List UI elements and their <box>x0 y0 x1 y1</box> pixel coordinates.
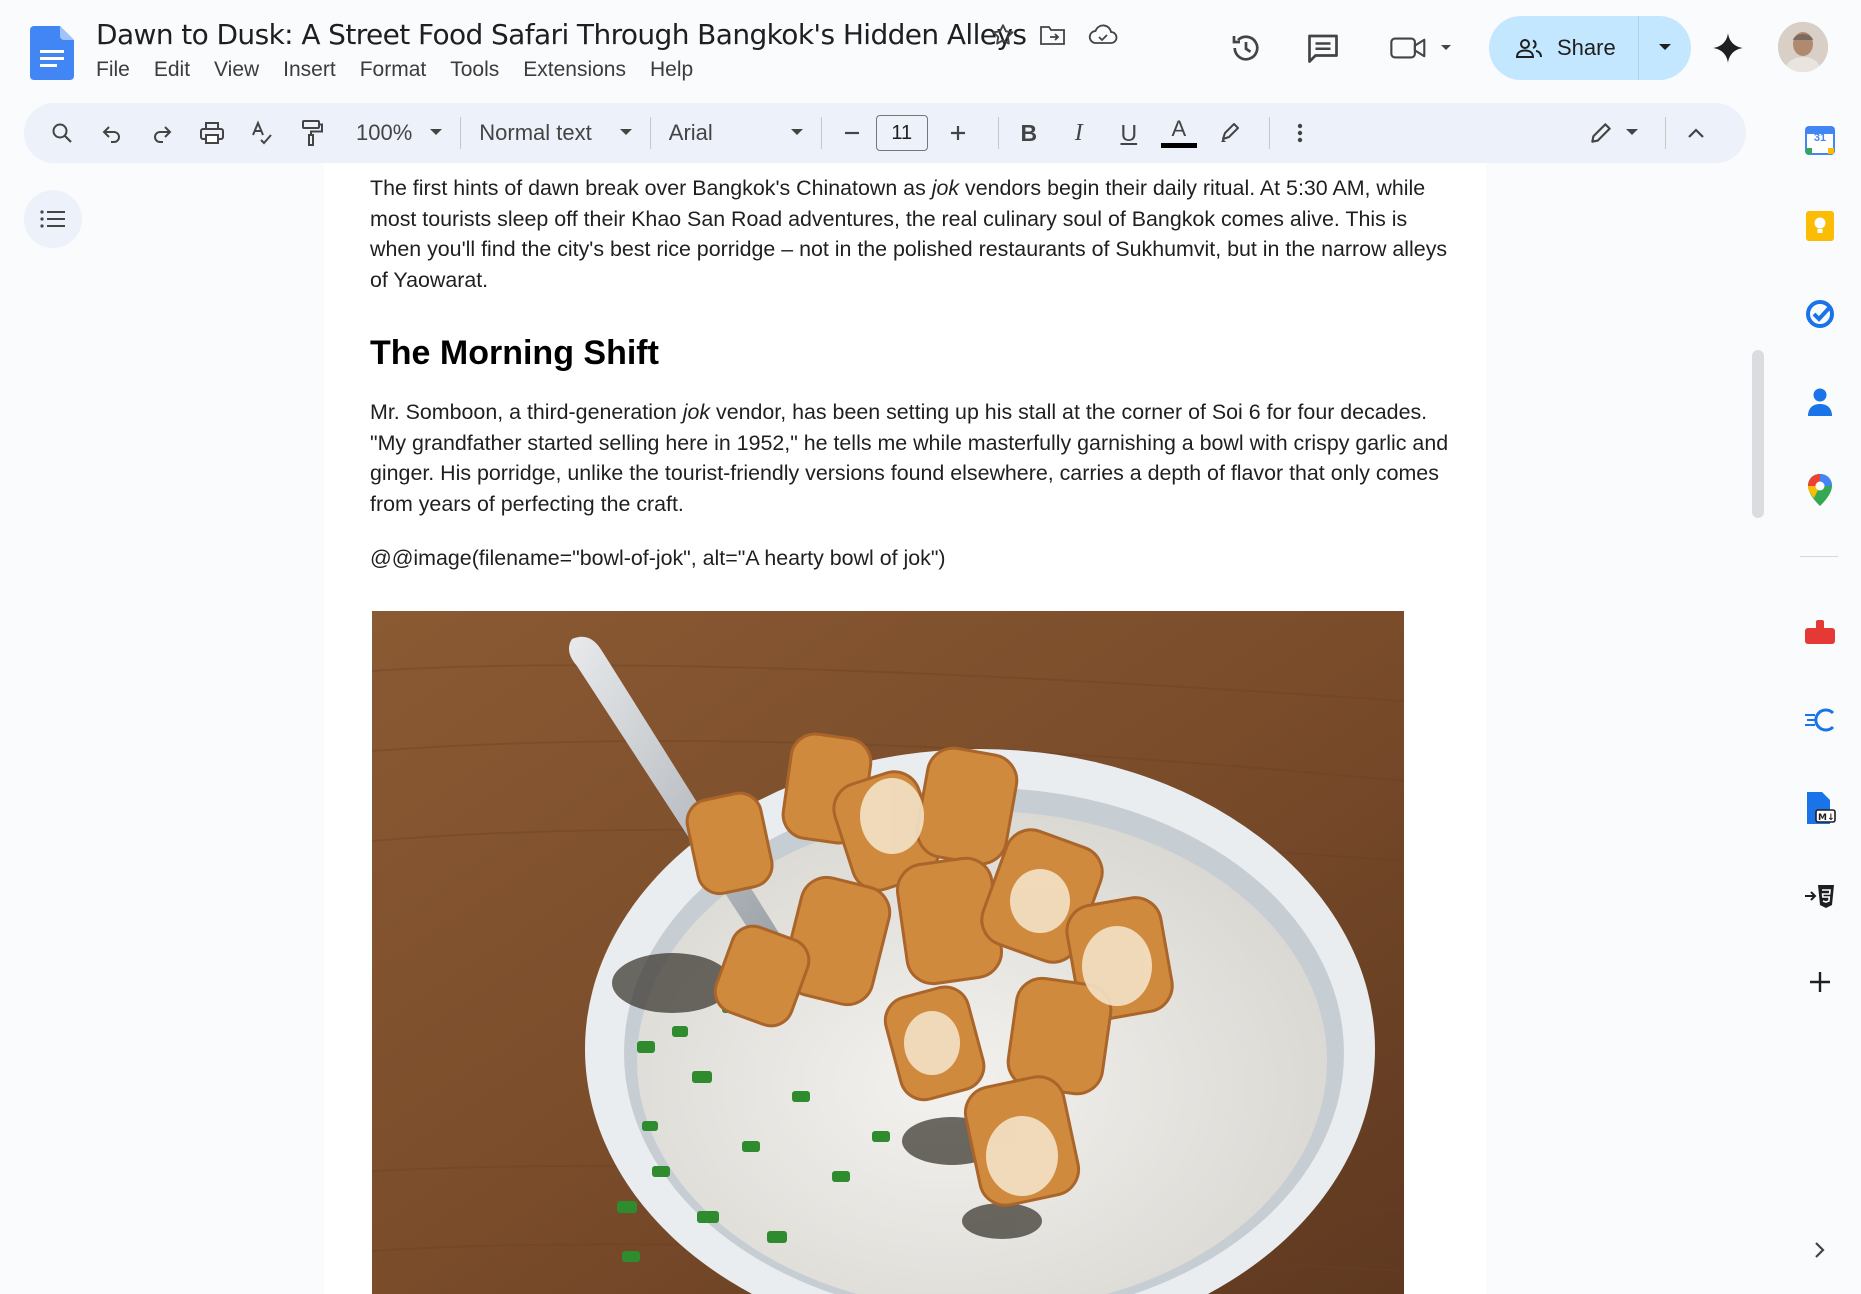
maps-icon[interactable] <box>1798 468 1842 512</box>
chevron-down-icon <box>1657 43 1673 53</box>
document-scrollbar[interactable] <box>1752 350 1764 518</box>
comments-icon[interactable] <box>1299 24 1347 72</box>
chevron-down-icon <box>1439 43 1453 53</box>
people-icon <box>1515 37 1543 59</box>
bold-button[interactable]: B <box>1020 119 1038 146</box>
chevron-down-icon <box>791 129 803 137</box>
text-color-button[interactable] <box>1159 113 1199 153</box>
highlighter-icon <box>1217 121 1241 145</box>
paint-format-icon <box>300 119 324 147</box>
paragraph-style-value: Normal text <box>479 120 592 145</box>
font-family-value: Arial <box>668 120 713 145</box>
tasks-icon[interactable] <box>1798 292 1842 336</box>
print-icon <box>199 121 225 145</box>
share-button-group <box>1489 16 1691 80</box>
document-body[interactable] <box>370 173 1460 574</box>
print-button[interactable] <box>192 113 232 153</box>
redo-button[interactable] <box>142 113 182 153</box>
minus-icon <box>842 123 862 143</box>
spellcheck-icon <box>250 120 274 146</box>
chevron-down-icon <box>1626 129 1638 137</box>
calendar-icon[interactable] <box>1798 118 1842 162</box>
toolbar-divider <box>998 117 999 149</box>
paragraph-style-select[interactable] <box>471 113 639 153</box>
avatar[interactable] <box>1778 22 1828 72</box>
undo-button[interactable] <box>92 113 132 153</box>
contacts-icon[interactable] <box>1798 380 1842 424</box>
jok-bowl-image[interactable] <box>372 611 1404 1294</box>
add-icon[interactable] <box>1798 960 1842 1004</box>
menu-bar <box>84 56 705 84</box>
share-label: Share <box>1557 35 1616 60</box>
toolbar-divider <box>460 117 461 149</box>
gemini-icon[interactable] <box>1704 24 1752 72</box>
zoom-select[interactable] <box>348 113 450 153</box>
keep-icon[interactable] <box>1798 204 1842 248</box>
menu-insert[interactable]: Insert <box>283 58 336 81</box>
share-button[interactable] <box>1489 16 1639 80</box>
paragraph-morning-shift[interactable] <box>370 397 1460 519</box>
expand-icon[interactable] <box>1798 1228 1842 1272</box>
image-placeholder-text[interactable]: @@image(filename="bowl-of-jok", alt="A hearty bowl of jok") <box>370 546 946 570</box>
font-size-input[interactable]: 11 <box>876 115 928 151</box>
version-history-icon[interactable] <box>1222 24 1270 72</box>
italic-term: jok <box>682 400 711 424</box>
pencil-icon <box>1588 120 1614 146</box>
paragraph-intro[interactable] <box>370 173 1460 295</box>
text-color-glyph: A <box>1171 116 1187 141</box>
toolbar-divider <box>650 117 651 149</box>
addon-red-icon[interactable] <box>1798 610 1842 654</box>
formatting-toolbar <box>24 103 1746 163</box>
paragraph-text: The first hints of dawn break over Bangkok's Chinatown as <box>370 176 932 200</box>
search-menus-button[interactable] <box>42 113 82 153</box>
italic-term: jok <box>931 176 960 200</box>
plus-icon <box>948 123 968 143</box>
chevron-up-icon <box>1687 127 1705 139</box>
editing-mode-button[interactable] <box>1581 113 1645 153</box>
share-options-button[interactable] <box>1639 16 1691 80</box>
paragraph-text: vendors begin their daily ritual. At 5:30 AM, while most tourists sleep off their Khao San Road adventures, the real culinary soul of Bangkok comes alive. This is when you'll find the city's best rice porridge – not in the polished restaurants of Sukhumvit, but in the narrow alleys of Yaowarat. <box>370 176 1448 292</box>
more-options-button[interactable] <box>1280 113 1320 153</box>
underline-button[interactable]: U <box>1120 119 1138 146</box>
document-outline-button[interactable] <box>24 190 82 248</box>
addon-markdown-icon[interactable] <box>1798 786 1842 830</box>
side-panel-divider <box>1800 556 1838 557</box>
menu-edit[interactable]: Edit <box>153 58 191 81</box>
docs-logo-icon[interactable] <box>30 26 74 80</box>
addon-c-icon[interactable] <box>1798 698 1842 742</box>
menu-help[interactable]: Help <box>649 58 694 81</box>
cloud-saved-icon[interactable] <box>1088 20 1118 50</box>
meet-button[interactable] <box>1384 24 1458 72</box>
text-color-swatch <box>1161 143 1197 148</box>
more-vert-icon <box>1296 121 1304 145</box>
chevron-down-icon <box>430 129 442 137</box>
zoom-value: 100% <box>356 120 413 145</box>
chevron-down-icon <box>620 129 632 137</box>
paragraph-text: Mr. Somboon, a third-generation <box>370 400 683 424</box>
side-panel <box>1778 100 1861 1294</box>
menu-view[interactable]: View <box>214 58 260 81</box>
document-title[interactable]: Dawn to Dusk: A Street Food Safari Through Bangkok's Hidden Alleys <box>96 18 1027 51</box>
decrease-font-size-button[interactable] <box>832 113 872 153</box>
menu-format[interactable]: Format <box>359 58 427 81</box>
spellcheck-button[interactable] <box>242 113 282 153</box>
toolbar-divider <box>1665 117 1666 149</box>
hide-menus-button[interactable] <box>1676 113 1716 153</box>
paint-format-button[interactable] <box>292 113 332 153</box>
font-family-select[interactable] <box>661 113 811 153</box>
move-folder-icon[interactable] <box>1038 20 1068 50</box>
italic-button[interactable]: I <box>1074 119 1083 146</box>
undo-icon <box>100 121 124 145</box>
search-icon <box>50 121 74 145</box>
svg-text:M↓: M↓ <box>1818 813 1835 823</box>
addon-html-icon[interactable] <box>1798 874 1842 918</box>
paragraph-text: vendor, has been setting up his stall at the corner of Soi 6 for four decades. "My grandfather started selling here in 1952," he tells me while masterfully garnishing a bowl with crispy garlic and ginger. His porridge, unlike the tourist-friendly versions found elsewhere, carries a depth of flavor that only comes from years of perfecting the craft. <box>370 400 1449 516</box>
menu-tools[interactable]: Tools <box>450 58 500 81</box>
section-heading[interactable]: The Morning Shift <box>370 334 659 372</box>
redo-icon <box>150 121 174 145</box>
increase-font-size-button[interactable] <box>938 113 978 153</box>
toolbar-divider <box>821 117 822 149</box>
toolbar-divider <box>1269 117 1270 149</box>
outline-list-icon <box>40 210 66 228</box>
document-page[interactable] <box>324 163 1486 1294</box>
menu-file[interactable]: File <box>96 58 130 81</box>
highlight-color-button[interactable] <box>1209 113 1249 153</box>
menu-extensions[interactable]: Extensions <box>523 58 626 81</box>
star-icon[interactable] <box>988 20 1018 50</box>
calendar-day: 31 <box>1813 132 1827 144</box>
